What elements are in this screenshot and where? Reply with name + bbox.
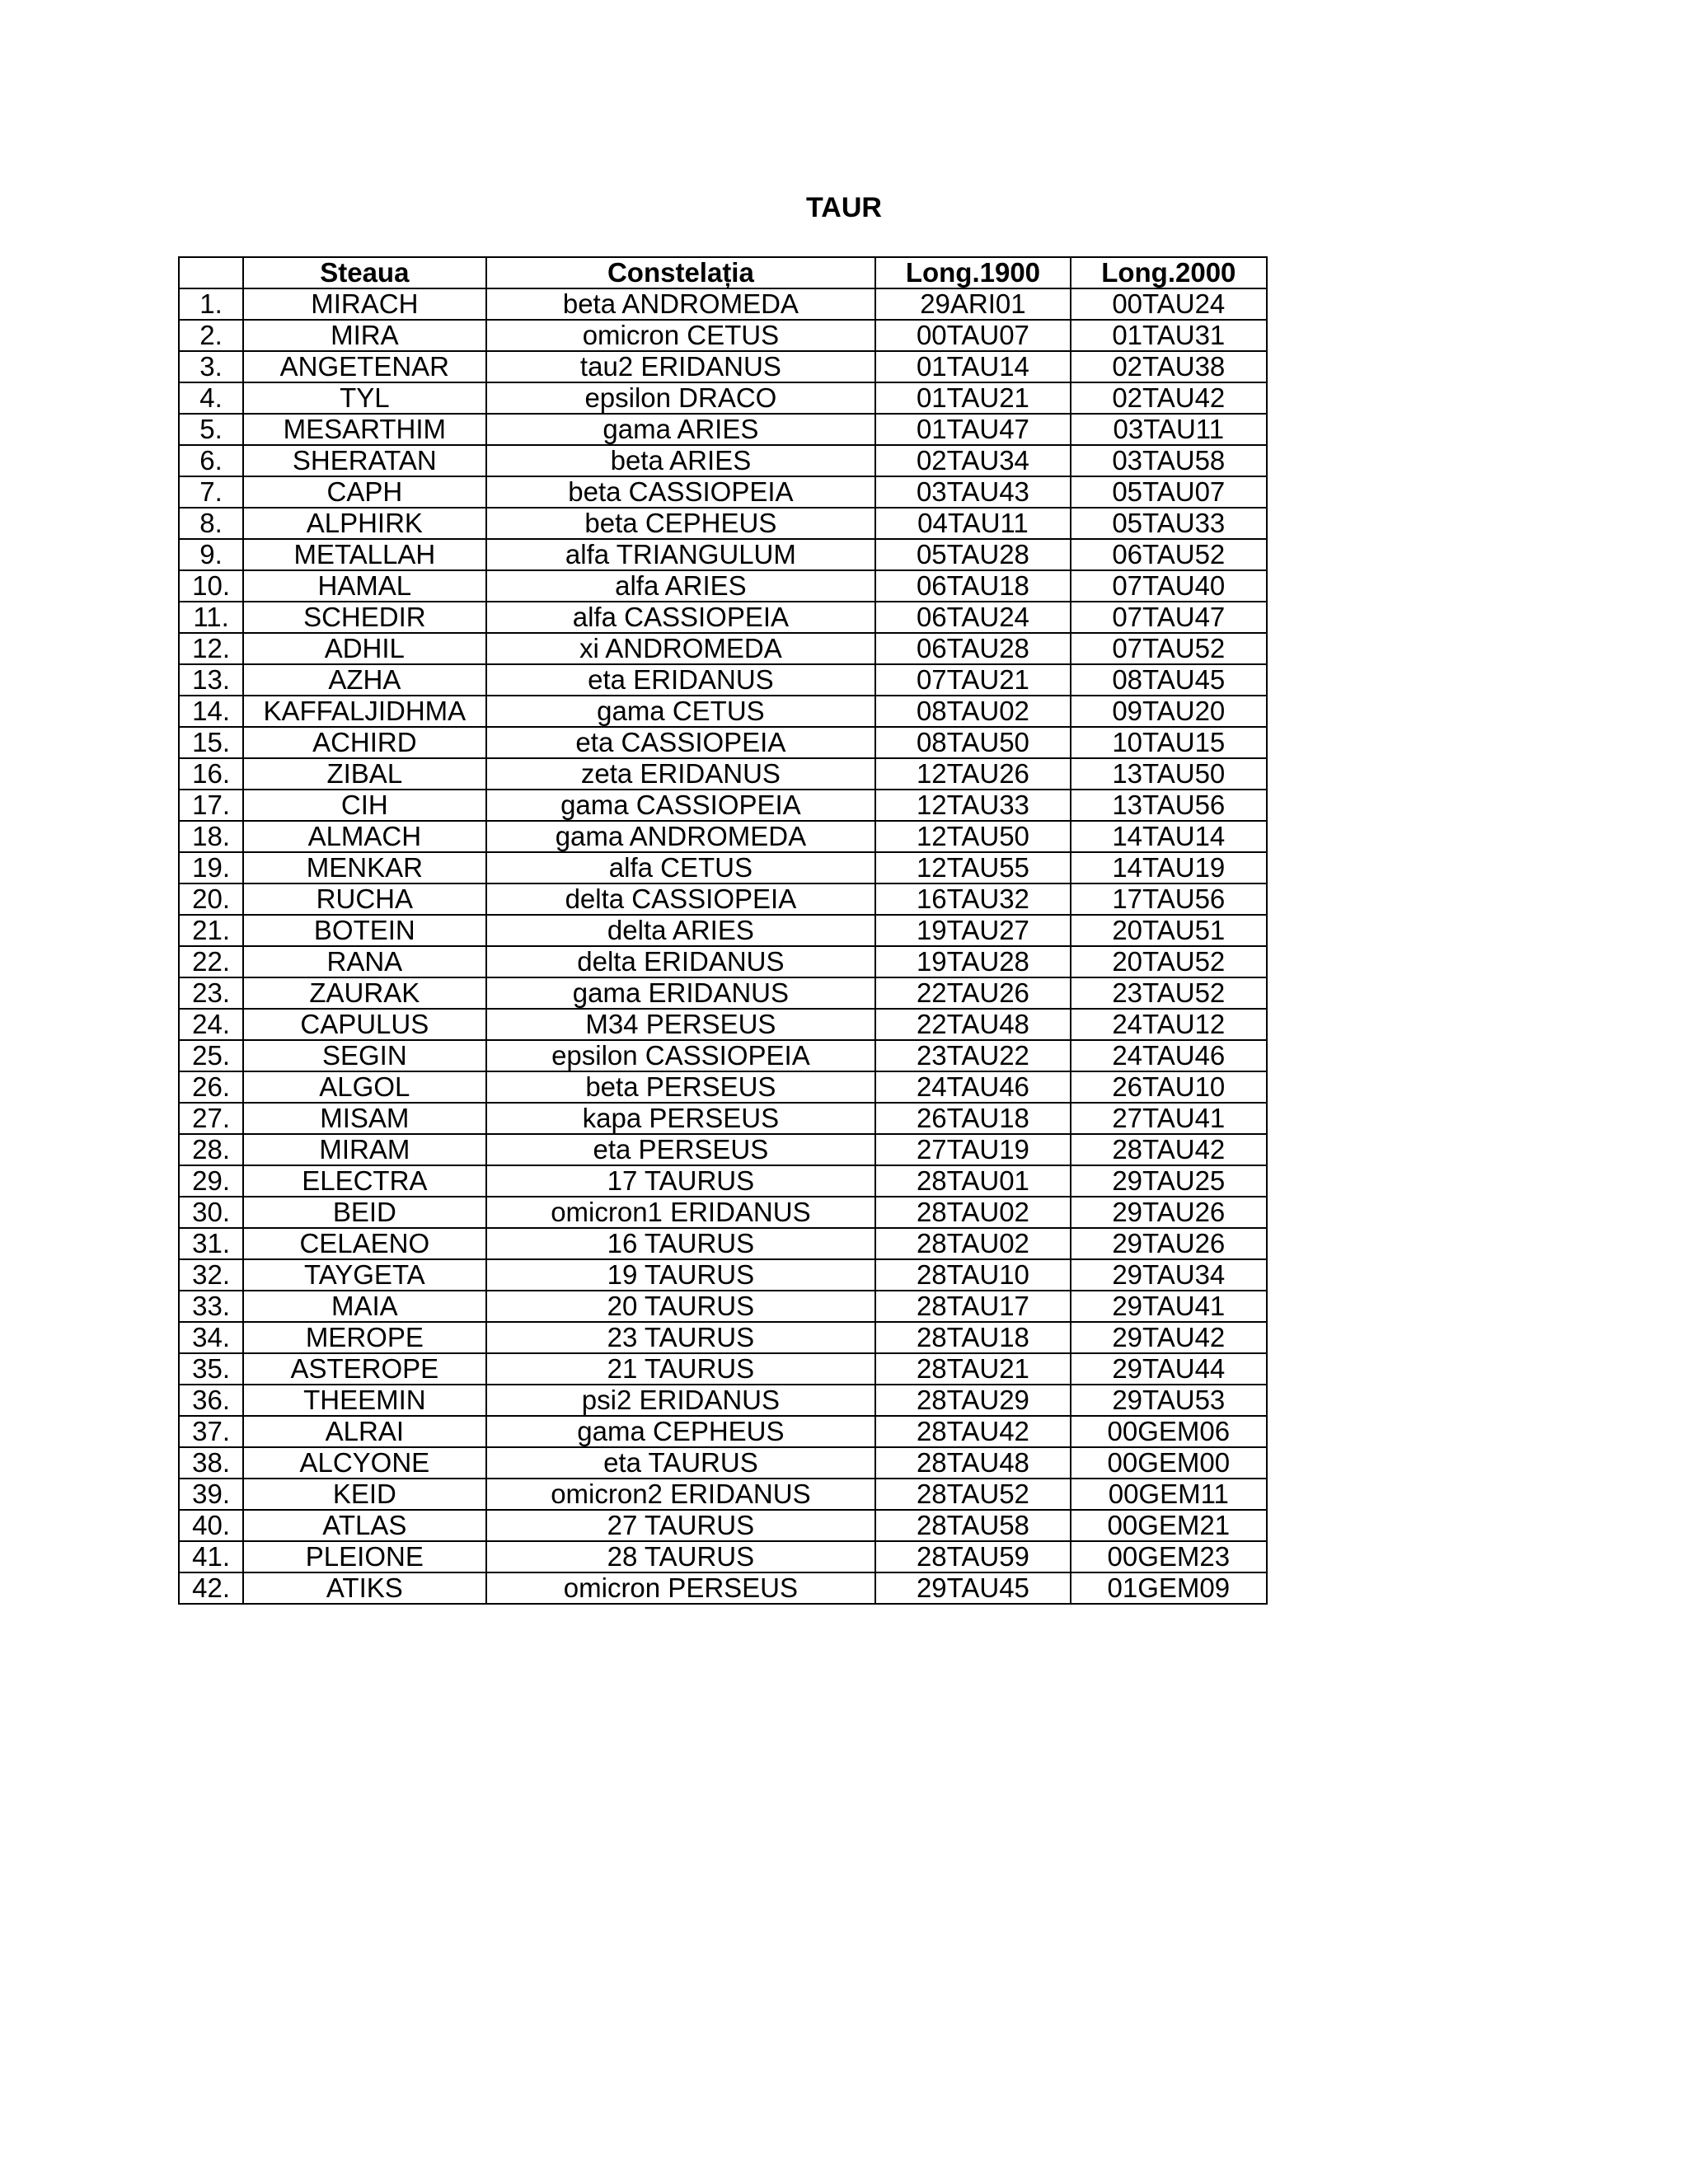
row-number-cell: 8. <box>179 508 243 539</box>
long-1900-cell: 28TAU18 <box>875 1322 1070 1353</box>
long-1900-cell: 28TAU17 <box>875 1291 1070 1322</box>
long-1900-cell: 01TAU14 <box>875 351 1070 382</box>
row-number-cell: 31. <box>179 1228 243 1259</box>
constellation-cell: delta ARIES <box>486 915 876 946</box>
long-1900-cell: 12TAU55 <box>875 852 1070 883</box>
long-1900-cell: 28TAU59 <box>875 1541 1070 1572</box>
column-header-long-2000: Long.2000 <box>1071 257 1267 288</box>
long-2000-cell: 17TAU56 <box>1071 883 1267 915</box>
constellation-cell: alfa CASSIOPEIA <box>486 602 876 633</box>
star-name-cell: ALPHIRK <box>243 508 485 539</box>
row-number-cell: 7. <box>179 476 243 508</box>
long-2000-cell: 03TAU11 <box>1071 414 1267 445</box>
star-name-cell: CIH <box>243 790 485 821</box>
long-1900-cell: 29ARI01 <box>875 288 1070 320</box>
star-name-cell: MAIA <box>243 1291 485 1322</box>
table-row <box>179 1447 1267 1479</box>
constellation-cell: beta PERSEUS <box>486 1071 876 1103</box>
star-name-cell: SHERATAN <box>243 445 485 476</box>
long-2000-cell: 13TAU56 <box>1071 790 1267 821</box>
row-number-cell: 5. <box>179 414 243 445</box>
column-header-constellation: Constelația <box>486 257 876 288</box>
row-number-cell: 16. <box>179 758 243 790</box>
table-row <box>179 570 1267 602</box>
row-number-cell: 12. <box>179 633 243 664</box>
row-number-cell: 19. <box>179 852 243 883</box>
table-row <box>179 790 1267 821</box>
row-number-cell: 30. <box>179 1197 243 1228</box>
long-1900-cell: 12TAU26 <box>875 758 1070 790</box>
star-name-cell: MIRA <box>243 320 485 351</box>
table-row <box>179 414 1267 445</box>
long-2000-cell: 29TAU42 <box>1071 1322 1267 1353</box>
star-name-cell: CAPH <box>243 476 485 508</box>
star-name-cell: ALGOL <box>243 1071 485 1103</box>
star-name-cell: CELAENO <box>243 1228 485 1259</box>
constellation-cell: epsilon CASSIOPEIA <box>486 1040 876 1071</box>
star-name-cell: BEID <box>243 1197 485 1228</box>
constellation-cell: gama ANDROMEDA <box>486 821 876 852</box>
table-row <box>179 1197 1267 1228</box>
table-row <box>179 1322 1267 1353</box>
long-1900-cell: 12TAU50 <box>875 821 1070 852</box>
row-number-cell: 39. <box>179 1479 243 1510</box>
constellation-cell: kapa PERSEUS <box>486 1103 876 1134</box>
constellation-cell: 21 TAURUS <box>486 1353 876 1385</box>
constellation-cell: 20 TAURUS <box>486 1291 876 1322</box>
long-1900-cell: 03TAU43 <box>875 476 1070 508</box>
long-2000-cell: 29TAU26 <box>1071 1197 1267 1228</box>
star-name-cell: ZAURAK <box>243 977 485 1009</box>
star-name-cell: ATLAS <box>243 1510 485 1541</box>
row-number-cell: 20. <box>179 883 243 915</box>
row-number-cell: 42. <box>179 1572 243 1604</box>
table-row <box>179 664 1267 696</box>
row-number-cell: 2. <box>179 320 243 351</box>
constellation-cell: omicron CETUS <box>486 320 876 351</box>
long-2000-cell: 10TAU15 <box>1071 727 1267 758</box>
table-row <box>179 1572 1267 1604</box>
long-1900-cell: 22TAU48 <box>875 1009 1070 1040</box>
long-1900-cell: 02TAU34 <box>875 445 1070 476</box>
long-1900-cell: 24TAU46 <box>875 1071 1070 1103</box>
long-2000-cell: 29TAU53 <box>1071 1385 1267 1416</box>
constellation-cell: gama CEPHEUS <box>486 1416 876 1447</box>
star-name-cell: CAPULUS <box>243 1009 485 1040</box>
row-number-cell: 10. <box>179 570 243 602</box>
table-row <box>179 1259 1267 1291</box>
table-row <box>179 382 1267 414</box>
table-row <box>179 508 1267 539</box>
row-number-cell: 32. <box>179 1259 243 1291</box>
star-name-cell: RUCHA <box>243 883 485 915</box>
row-number-cell: 13. <box>179 664 243 696</box>
star-name-cell: ADHIL <box>243 633 485 664</box>
table-row <box>179 1228 1267 1259</box>
long-2000-cell: 23TAU52 <box>1071 977 1267 1009</box>
row-number-cell: 15. <box>179 727 243 758</box>
long-2000-cell: 00GEM00 <box>1071 1447 1267 1479</box>
row-number-cell: 25. <box>179 1040 243 1071</box>
row-number-cell: 26. <box>179 1071 243 1103</box>
long-2000-cell: 26TAU10 <box>1071 1071 1267 1103</box>
long-1900-cell: 08TAU02 <box>875 696 1070 727</box>
constellation-cell: M34 PERSEUS <box>486 1009 876 1040</box>
star-name-cell: ALMACH <box>243 821 485 852</box>
star-name-cell: METALLAH <box>243 539 485 570</box>
star-name-cell: ZIBAL <box>243 758 485 790</box>
page-title: TAUR <box>806 192 882 223</box>
long-2000-cell: 01TAU31 <box>1071 320 1267 351</box>
long-2000-cell: 06TAU52 <box>1071 539 1267 570</box>
star-name-cell: MESARTHIM <box>243 414 485 445</box>
column-header-long-1900: Long.1900 <box>875 257 1070 288</box>
star-name-cell: TYL <box>243 382 485 414</box>
table-row <box>179 1353 1267 1385</box>
table-row <box>179 602 1267 633</box>
long-2000-cell: 14TAU19 <box>1071 852 1267 883</box>
long-2000-cell: 20TAU52 <box>1071 946 1267 977</box>
table-row <box>179 1385 1267 1416</box>
long-1900-cell: 04TAU11 <box>875 508 1070 539</box>
row-number-cell: 36. <box>179 1385 243 1416</box>
row-number-cell: 29. <box>179 1165 243 1197</box>
table-row <box>179 351 1267 382</box>
long-1900-cell: 22TAU26 <box>875 977 1070 1009</box>
table-row <box>179 288 1267 320</box>
long-2000-cell: 02TAU42 <box>1071 382 1267 414</box>
star-name-cell: THEEMIN <box>243 1385 485 1416</box>
star-name-cell: MISAM <box>243 1103 485 1134</box>
row-number-cell: 35. <box>179 1353 243 1385</box>
table-row <box>179 539 1267 570</box>
star-name-cell: RANA <box>243 946 485 977</box>
table-row <box>179 758 1267 790</box>
long-2000-cell: 20TAU51 <box>1071 915 1267 946</box>
star-name-cell: PLEIONE <box>243 1541 485 1572</box>
table-row <box>179 1071 1267 1103</box>
long-2000-cell: 00TAU24 <box>1071 288 1267 320</box>
column-header-number <box>179 257 243 288</box>
long-2000-cell: 09TAU20 <box>1071 696 1267 727</box>
table-row <box>179 1134 1267 1165</box>
constellation-cell: omicron2 ERIDANUS <box>486 1479 876 1510</box>
long-2000-cell: 28TAU42 <box>1071 1134 1267 1165</box>
constellation-cell: 17 TAURUS <box>486 1165 876 1197</box>
constellation-cell: eta ERIDANUS <box>486 664 876 696</box>
constellation-cell: epsilon DRACO <box>486 382 876 414</box>
long-2000-cell: 29TAU26 <box>1071 1228 1267 1259</box>
row-number-cell: 37. <box>179 1416 243 1447</box>
long-2000-cell: 24TAU46 <box>1071 1040 1267 1071</box>
long-1900-cell: 28TAU58 <box>875 1510 1070 1541</box>
long-2000-cell: 00GEM23 <box>1071 1541 1267 1572</box>
long-1900-cell: 01TAU21 <box>875 382 1070 414</box>
long-1900-cell: 00TAU07 <box>875 320 1070 351</box>
long-1900-cell: 05TAU28 <box>875 539 1070 570</box>
table-row <box>179 915 1267 946</box>
long-2000-cell: 05TAU07 <box>1071 476 1267 508</box>
long-2000-cell: 29TAU25 <box>1071 1165 1267 1197</box>
row-number-cell: 34. <box>179 1322 243 1353</box>
long-2000-cell: 13TAU50 <box>1071 758 1267 790</box>
star-name-cell: MIRACH <box>243 288 485 320</box>
long-2000-cell: 07TAU52 <box>1071 633 1267 664</box>
constellation-cell: eta CASSIOPEIA <box>486 727 876 758</box>
constellation-cell: gama ARIES <box>486 414 876 445</box>
constellation-cell: alfa CETUS <box>486 852 876 883</box>
row-number-cell: 27. <box>179 1103 243 1134</box>
table-row <box>179 1009 1267 1040</box>
long-1900-cell: 28TAU10 <box>875 1259 1070 1291</box>
constellation-cell: omicron PERSEUS <box>486 1572 876 1604</box>
header-row <box>179 257 1267 288</box>
long-1900-cell: 28TAU21 <box>875 1353 1070 1385</box>
long-2000-cell: 29TAU44 <box>1071 1353 1267 1385</box>
constellation-cell: delta ERIDANUS <box>486 946 876 977</box>
long-2000-cell: 29TAU41 <box>1071 1291 1267 1322</box>
long-1900-cell: 26TAU18 <box>875 1103 1070 1134</box>
long-1900-cell: 28TAU02 <box>875 1197 1070 1228</box>
constellation-cell: beta ANDROMEDA <box>486 288 876 320</box>
row-number-cell: 24. <box>179 1009 243 1040</box>
row-number-cell: 3. <box>179 351 243 382</box>
constellation-cell: 27 TAURUS <box>486 1510 876 1541</box>
long-1900-cell: 06TAU18 <box>875 570 1070 602</box>
long-1900-cell: 01TAU47 <box>875 414 1070 445</box>
table-body <box>179 288 1267 1604</box>
long-1900-cell: 23TAU22 <box>875 1040 1070 1071</box>
long-1900-cell: 28TAU01 <box>875 1165 1070 1197</box>
constellation-cell: alfa ARIES <box>486 570 876 602</box>
table-row <box>179 1103 1267 1134</box>
table-row <box>179 320 1267 351</box>
constellation-cell: 16 TAURUS <box>486 1228 876 1259</box>
star-name-cell: MENKAR <box>243 852 485 883</box>
long-2000-cell: 24TAU12 <box>1071 1009 1267 1040</box>
long-2000-cell: 03TAU58 <box>1071 445 1267 476</box>
constellation-cell: eta PERSEUS <box>486 1134 876 1165</box>
table-row <box>179 476 1267 508</box>
table-row <box>179 1479 1267 1510</box>
table-row <box>179 883 1267 915</box>
constellation-cell: gama CETUS <box>486 696 876 727</box>
long-1900-cell: 19TAU27 <box>875 915 1070 946</box>
table-row <box>179 1510 1267 1541</box>
star-name-cell: HAMAL <box>243 570 485 602</box>
row-number-cell: 9. <box>179 539 243 570</box>
constellation-cell: 28 TAURUS <box>486 1541 876 1572</box>
table-row <box>179 445 1267 476</box>
row-number-cell: 1. <box>179 288 243 320</box>
long-1900-cell: 08TAU50 <box>875 727 1070 758</box>
row-number-cell: 33. <box>179 1291 243 1322</box>
table-row <box>179 1040 1267 1071</box>
star-name-cell: ALCYONE <box>243 1447 485 1479</box>
row-number-cell: 23. <box>179 977 243 1009</box>
row-number-cell: 14. <box>179 696 243 727</box>
long-2000-cell: 07TAU40 <box>1071 570 1267 602</box>
long-2000-cell: 01GEM09 <box>1071 1572 1267 1604</box>
star-table <box>178 256 1268 1605</box>
table-row <box>179 1291 1267 1322</box>
long-2000-cell: 02TAU38 <box>1071 351 1267 382</box>
long-1900-cell: 06TAU24 <box>875 602 1070 633</box>
long-1900-cell: 28TAU52 <box>875 1479 1070 1510</box>
row-number-cell: 41. <box>179 1541 243 1572</box>
star-name-cell: TAYGETA <box>243 1259 485 1291</box>
star-name-cell: ALRAI <box>243 1416 485 1447</box>
star-name-cell: ELECTRA <box>243 1165 485 1197</box>
long-2000-cell: 05TAU33 <box>1071 508 1267 539</box>
constellation-cell: tau2 ERIDANUS <box>486 351 876 382</box>
constellation-cell: beta CASSIOPEIA <box>486 476 876 508</box>
star-name-cell: MIRAM <box>243 1134 485 1165</box>
long-2000-cell: 27TAU41 <box>1071 1103 1267 1134</box>
long-2000-cell: 00GEM21 <box>1071 1510 1267 1541</box>
star-name-cell: ACHIRD <box>243 727 485 758</box>
constellation-cell: gama ERIDANUS <box>486 977 876 1009</box>
star-name-cell: ASTEROPE <box>243 1353 485 1385</box>
constellation-cell: omicron1 ERIDANUS <box>486 1197 876 1228</box>
row-number-cell: 22. <box>179 946 243 977</box>
long-2000-cell: 29TAU34 <box>1071 1259 1267 1291</box>
row-number-cell: 40. <box>179 1510 243 1541</box>
table-row <box>179 946 1267 977</box>
row-number-cell: 28. <box>179 1134 243 1165</box>
long-2000-cell: 07TAU47 <box>1071 602 1267 633</box>
constellation-cell: psi2 ERIDANUS <box>486 1385 876 1416</box>
long-2000-cell: 08TAU45 <box>1071 664 1267 696</box>
star-name-cell: KAFFALJIDHMA <box>243 696 485 727</box>
star-name-cell: KEID <box>243 1479 485 1510</box>
star-name-cell: AZHA <box>243 664 485 696</box>
table-row <box>179 1416 1267 1447</box>
table-row <box>179 852 1267 883</box>
star-name-cell: SCHEDIR <box>243 602 485 633</box>
row-number-cell: 17. <box>179 790 243 821</box>
table-row <box>179 727 1267 758</box>
row-number-cell: 4. <box>179 382 243 414</box>
long-1900-cell: 07TAU21 <box>875 664 1070 696</box>
row-number-cell: 18. <box>179 821 243 852</box>
row-number-cell: 38. <box>179 1447 243 1479</box>
long-1900-cell: 16TAU32 <box>875 883 1070 915</box>
row-number-cell: 21. <box>179 915 243 946</box>
constellation-cell: beta ARIES <box>486 445 876 476</box>
column-header-star: Steaua <box>243 257 485 288</box>
long-1900-cell: 27TAU19 <box>875 1134 1070 1165</box>
constellation-cell: eta TAURUS <box>486 1447 876 1479</box>
long-1900-cell: 29TAU45 <box>875 1572 1070 1604</box>
star-name-cell: BOTEIN <box>243 915 485 946</box>
constellation-cell: xi ANDROMEDA <box>486 633 876 664</box>
row-number-cell: 6. <box>179 445 243 476</box>
long-1900-cell: 19TAU28 <box>875 946 1070 977</box>
constellation-cell: alfa TRIANGULUM <box>486 539 876 570</box>
constellation-cell: beta CEPHEUS <box>486 508 876 539</box>
table-row <box>179 633 1267 664</box>
long-1900-cell: 28TAU29 <box>875 1385 1070 1416</box>
long-2000-cell: 00GEM06 <box>1071 1416 1267 1447</box>
table-row <box>179 977 1267 1009</box>
table-row <box>179 1541 1267 1572</box>
constellation-cell: delta CASSIOPEIA <box>486 883 876 915</box>
long-1900-cell: 06TAU28 <box>875 633 1070 664</box>
long-1900-cell: 28TAU42 <box>875 1416 1070 1447</box>
star-name-cell: ATIKS <box>243 1572 485 1604</box>
row-number-cell: 11. <box>179 602 243 633</box>
constellation-cell: 19 TAURUS <box>486 1259 876 1291</box>
constellation-cell: zeta ERIDANUS <box>486 758 876 790</box>
constellation-cell: gama CASSIOPEIA <box>486 790 876 821</box>
long-1900-cell: 12TAU33 <box>875 790 1070 821</box>
star-name-cell: SEGIN <box>243 1040 485 1071</box>
long-2000-cell: 14TAU14 <box>1071 821 1267 852</box>
long-2000-cell: 00GEM11 <box>1071 1479 1267 1510</box>
table-row <box>179 1165 1267 1197</box>
star-name-cell: ANGETENAR <box>243 351 485 382</box>
long-1900-cell: 28TAU48 <box>875 1447 1070 1479</box>
star-name-cell: MEROPE <box>243 1322 485 1353</box>
table-row <box>179 696 1267 727</box>
table-row <box>179 821 1267 852</box>
long-1900-cell: 28TAU02 <box>875 1228 1070 1259</box>
constellation-cell: 23 TAURUS <box>486 1322 876 1353</box>
